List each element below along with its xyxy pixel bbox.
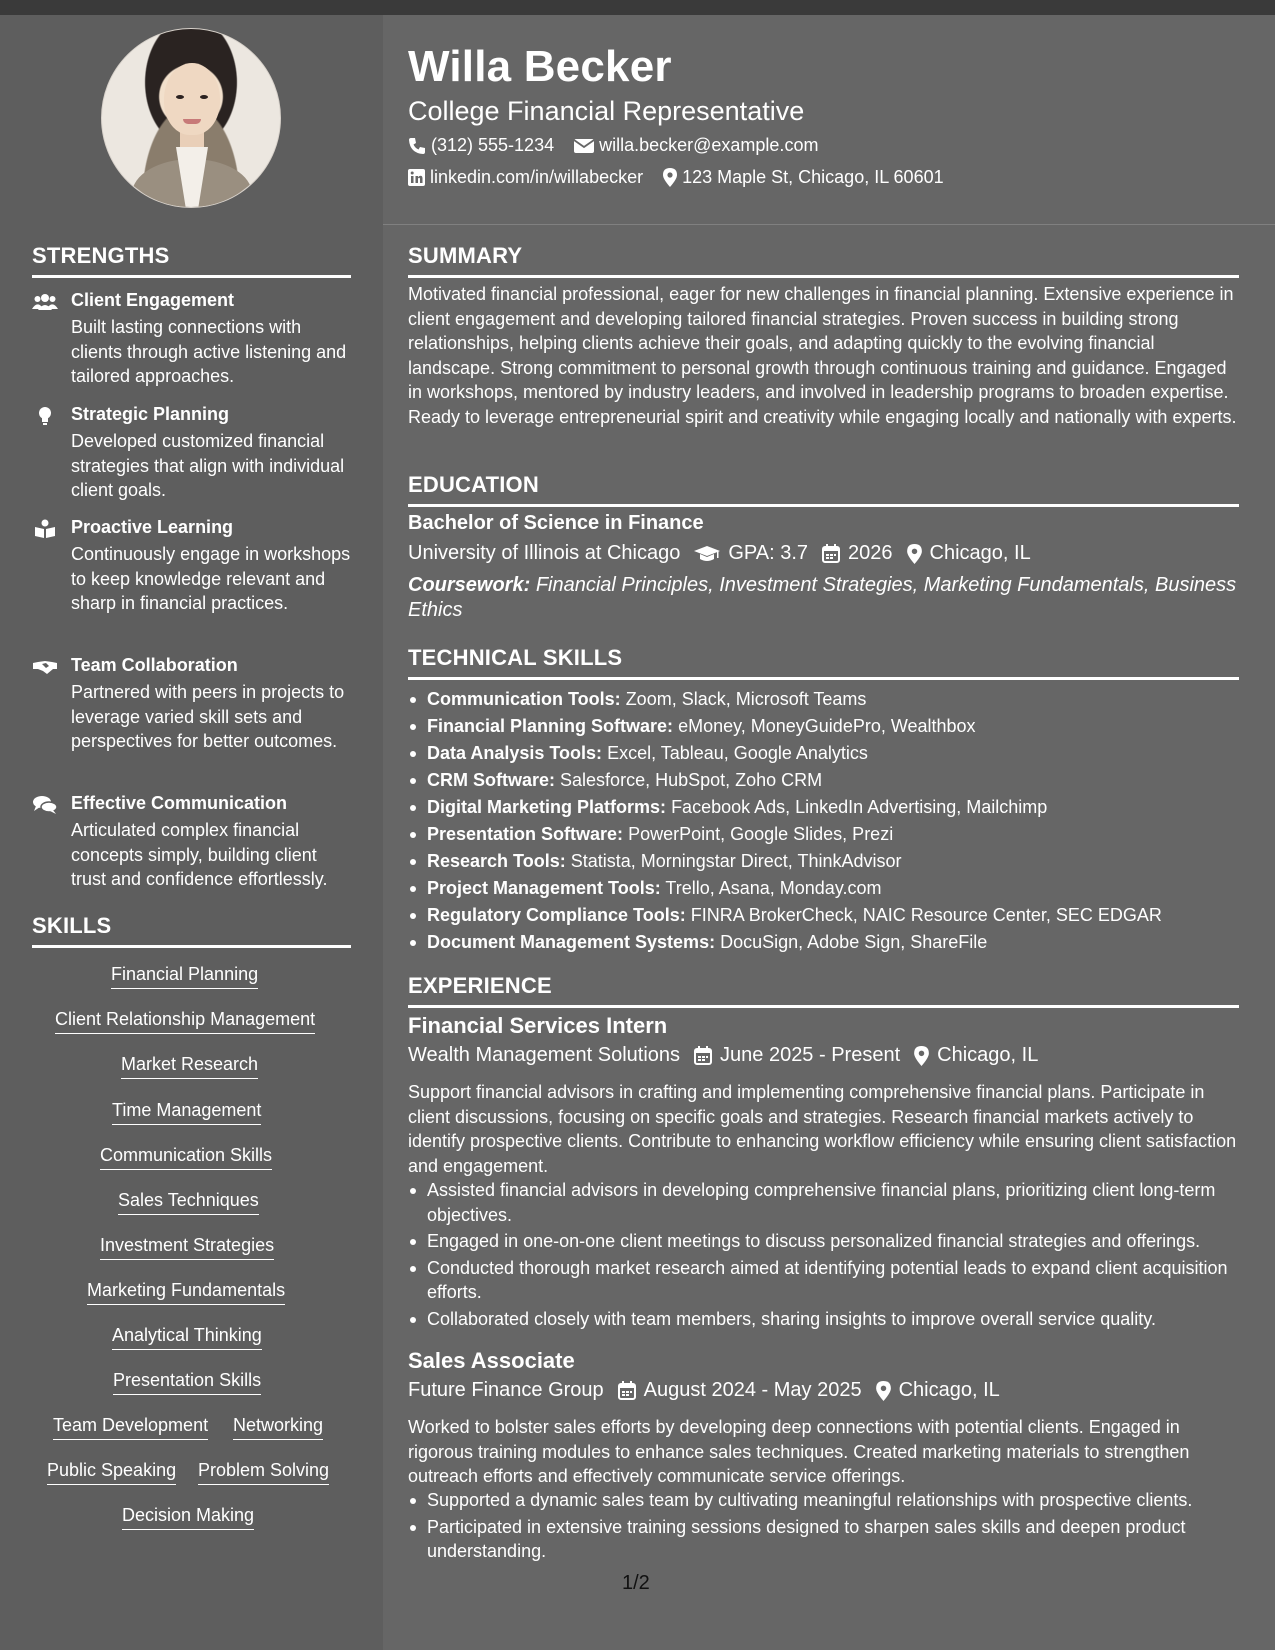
list-item: Data Analysis Tools: Excel, Tableau, Google Analytics — [408, 740, 1240, 767]
strengths-heading: STRENGTHS — [32, 243, 351, 278]
profile-photo — [101, 28, 281, 208]
job-summary: Worked to bolster sales efforts by developing deep connections with potential clients. Engaged in rigorous training modules to enhance sales techniques. Created marketing materials to strengthen outreach efforts and effectively communicate service offerings. — [408, 1417, 1190, 1486]
skills-heading: SKILLS — [32, 913, 351, 948]
job-meta — [408, 1379, 1014, 1402]
technical-skills-heading: TECHNICAL SKILLS — [408, 645, 1239, 680]
skill-tag: Sales Techniques — [118, 1190, 259, 1215]
skill-tag: Marketing Fundamentals — [87, 1280, 285, 1305]
job-dates: June 2025 - Present — [720, 1044, 901, 1066]
top-bar — [0, 0, 1275, 15]
phone-contact[interactable]: (312) 555-1234 — [408, 135, 554, 156]
calendar-icon — [694, 1046, 712, 1065]
list-item: Project Management Tools: Trello, Asana, Monday.com — [408, 875, 1240, 902]
map-marker-icon — [663, 168, 677, 187]
list-item: Presentation Software: PowerPoint, Google Slides, Prezi — [408, 821, 1240, 848]
gpa: GPA: 3.7 — [728, 542, 809, 564]
email-contact[interactable]: willa.becker@example.com — [574, 135, 818, 156]
candidate-name: Willa Becker — [408, 42, 672, 91]
summary-heading: SUMMARY — [408, 243, 1239, 278]
education-location: Chicago, IL — [929, 542, 1031, 564]
skill-tag: Problem Solving — [198, 1460, 329, 1485]
map-marker-icon — [876, 1381, 891, 1401]
skill-tag: Team Development — [53, 1415, 208, 1440]
skill-tag: Analytical Thinking — [112, 1325, 262, 1350]
strength-description: Partnered with peers in projects to leverage varied skill sets and perspectives for better outcomes. — [71, 682, 345, 751]
list-item: Supported a dynamic sales team by cultivating meaningful relationships with prospective clients. — [408, 1488, 1240, 1513]
linkedin-icon — [408, 169, 425, 186]
list-item: Regulatory Compliance Tools: FINRA BrokerCheck, NAIC Resource Center, SEC EDGAR — [408, 902, 1240, 929]
skill-tag: Networking — [233, 1415, 323, 1440]
list-item: CRM Software: Salesforce, HubSpot, Zoho CRM — [408, 767, 1240, 794]
list-item: Conducted thorough market research aimed at identifying potential leads to expand client acquisition efforts. — [408, 1256, 1240, 1305]
strength-description: Continuously engage in workshops to keep knowledge relevant and sharp in financial practices. — [71, 544, 351, 613]
strength-description: Developed customized financial strategies that align with individual client goals. — [71, 431, 345, 500]
contact-row — [408, 167, 958, 188]
map-marker-icon — [914, 1046, 929, 1066]
skill-tag: Decision Making — [122, 1505, 254, 1530]
header-divider — [383, 224, 1275, 225]
lightbulb-icon — [32, 406, 58, 426]
list-item: Document Management Systems: DocuSign, Adobe Sign, ShareFile — [408, 929, 1240, 956]
job-meta — [408, 1044, 1052, 1067]
strength-description: Articulated complex financial concepts simply, building client trust and confidence effortlessly. — [71, 820, 328, 889]
skill-tag: Public Speaking — [47, 1460, 176, 1485]
job-bullets — [408, 1488, 1240, 1566]
company-name: Wealth Management Solutions — [408, 1044, 681, 1066]
address-contact: 123 Maple St, Chicago, IL 60601 — [663, 167, 944, 188]
list-item: Digital Marketing Platforms: Facebook Ads, LinkedIn Advertising, Mailchimp — [408, 794, 1240, 821]
skill-tag: Presentation Skills — [113, 1370, 261, 1395]
phone-icon — [408, 137, 426, 155]
summary-text: Motivated financial professional, eager for new challenges in financial planning. Extensive experience in client engagement and developing tailored financial strategies. Proven success in building strong relationships, helping clients achieve their goals, and adapting quickly to the evolving financial landscape. Strong commitment to personal growth through continuous training and guidance. Engaged in workshops, mentored by industry leaders, and involved in leadership programs to broaden expertise. Ready to leverage entrepreneurial spirit and creativity while engaging locally and nationally with experts. — [408, 284, 1237, 427]
skill-tag: Client Relationship Management — [55, 1009, 315, 1034]
users-icon — [32, 292, 58, 312]
list-item: Participated in extensive training sessions designed to sharpen sales skills and deepen product understanding. — [408, 1515, 1240, 1564]
calendar-icon — [618, 1381, 636, 1400]
job-bullets — [408, 1178, 1240, 1333]
job-location: Chicago, IL — [898, 1379, 1000, 1401]
skill-tag: Investment Strategies — [100, 1235, 274, 1260]
map-marker-icon — [907, 544, 922, 564]
coursework: Coursework: Financial Principles, Investment Strategies, Marketing Fundamentals, Business Ethics — [408, 574, 1237, 621]
comments-icon — [32, 795, 58, 815]
job-title: Financial Services Intern — [408, 1013, 668, 1038]
technical-skills-list — [408, 686, 1240, 956]
list-item: Financial Planning Software: eMoney, MoneyGuidePro, Wealthbox — [408, 713, 1240, 740]
contact-row — [408, 135, 832, 156]
education-heading: EDUCATION — [408, 472, 1239, 507]
handshake-icon — [32, 657, 58, 677]
school-name: University of Illinois at Chicago — [408, 542, 681, 564]
graduation-year: 2026 — [848, 542, 893, 564]
linkedin-contact[interactable]: linkedin.com/in/willabecker — [408, 167, 643, 188]
strength-title: Client Engagement — [71, 290, 235, 310]
experience-heading: EXPERIENCE — [408, 973, 1239, 1008]
candidate-role: College Financial Representative — [408, 96, 805, 126]
skill-tag: Financial Planning — [111, 964, 258, 989]
education-meta — [408, 542, 1045, 565]
strength-title: Strategic Planning — [71, 404, 230, 424]
list-item: Collaborated closely with team members, sharing insights to improve overall service quality. — [408, 1307, 1240, 1332]
company-name: Future Finance Group — [408, 1379, 604, 1401]
list-item: Engaged in one-on-one client meetings to discuss personalized financial strategies and offerings. — [408, 1229, 1240, 1254]
skill-tag: Time Management — [112, 1100, 261, 1125]
skill-tag: Market Research — [121, 1054, 258, 1079]
strength-title: Effective Communication — [71, 793, 288, 813]
strength-title: Proactive Learning — [71, 517, 234, 537]
list-item: Communication Tools: Zoom, Slack, Microsoft Teams — [408, 686, 1240, 713]
list-item: Research Tools: Statista, Morningstar Direct, ThinkAdvisor — [408, 848, 1240, 875]
envelope-icon — [574, 138, 594, 154]
job-summary: Support financial advisors in crafting and implementing comprehensive financial plans. Participate in client discussions, focusing on specific goals and strategies. Research financial markets actively to identify prospective clients. Contribute to enhancing workflow efficiency while ensuring client satisfaction and engagement. — [408, 1082, 1237, 1176]
skill-tag: Communication Skills — [100, 1145, 272, 1170]
list-item: Assisted financial advisors in developing comprehensive financial plans, prioritizing client long-term objectives. — [408, 1178, 1240, 1227]
job-dates: August 2024 - May 2025 — [643, 1379, 862, 1401]
strength-description: Built lasting connections with clients through active listening and tailored approaches. — [71, 317, 347, 386]
graduation-cap-icon — [694, 545, 720, 563]
page-number: 1/2 — [622, 1572, 650, 1594]
job-title: Sales Associate — [408, 1348, 575, 1373]
calendar-icon — [822, 544, 840, 563]
book-reader-icon — [32, 519, 58, 539]
degree-title: Bachelor of Science in Finance — [408, 512, 704, 534]
job-location: Chicago, IL — [937, 1044, 1039, 1066]
strength-title: Team Collaboration — [71, 655, 238, 675]
